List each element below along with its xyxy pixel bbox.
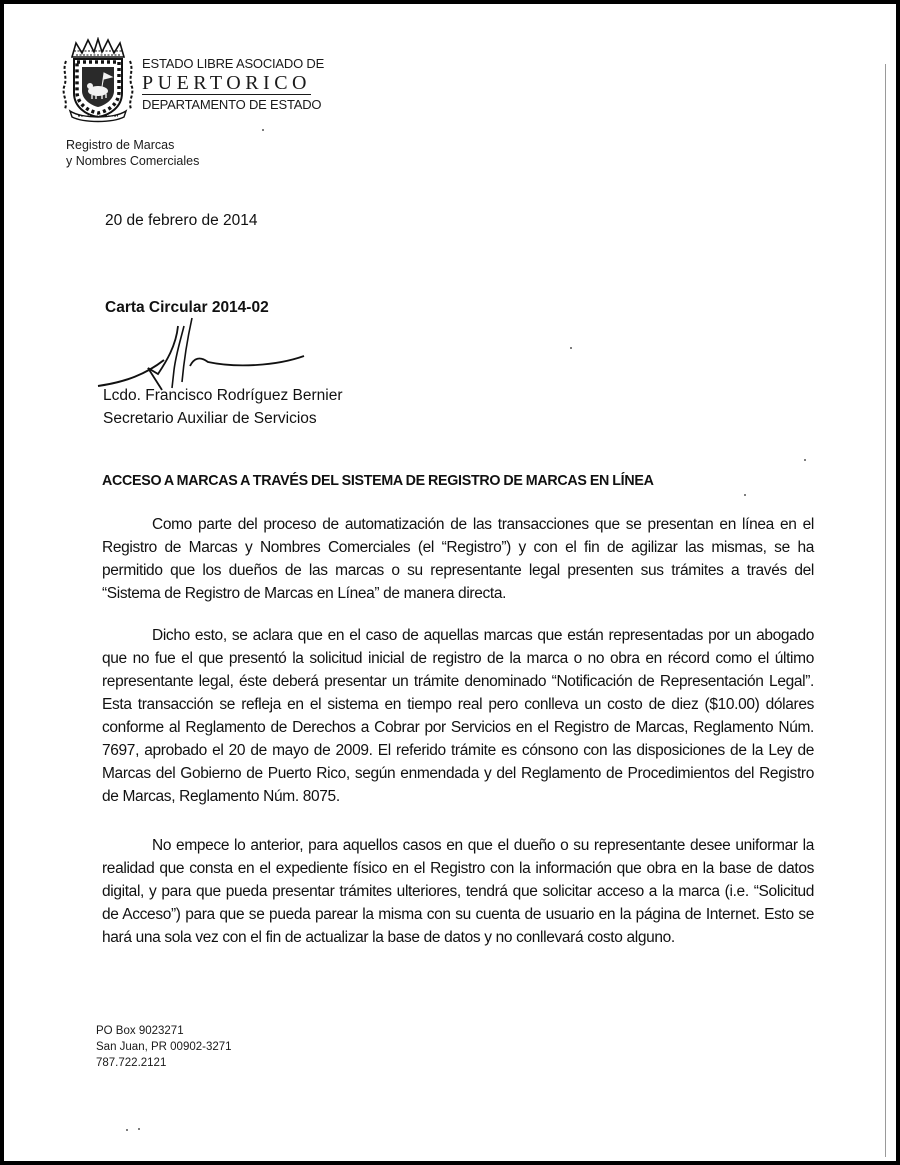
office-line-2: y Nombres Comerciales xyxy=(66,153,200,168)
letterhead-title: PUERTORICO xyxy=(142,72,312,94)
letterhead-line-1: ESTADO LIBRE ASOCIADO DE xyxy=(142,56,325,71)
signer-block xyxy=(103,384,343,430)
footer-phone: 787.722.2121 xyxy=(96,1057,167,1069)
scan-speck xyxy=(126,1129,128,1131)
scan-speck xyxy=(804,459,806,461)
scan-speck xyxy=(744,494,746,496)
scan-speck xyxy=(138,1128,140,1130)
scan-edge-line xyxy=(885,64,886,1157)
office-line-1: Registro de Marcas xyxy=(66,138,175,152)
paragraph-2: Dicho esto, se aclara que en el caso de aquellas marcas que están representadas por un abogado que no fue el que presentó la solicitud inicial de registro de la marca o no obra en récord como el último representante legal, éste deberá presentar un trámite denominado “Notificación de Representación Legal”. Esta transacción se refleja en el sistema en tiempo real pero conlleva un costo de diez ($10.00) dólares conforme al Reglamento de Derechos a Cobrar por Servicios en el Registro de Marcas, Reglamento Núm. 7697, aprobado el 20 de mayo de 2009. El referido trámite es cónsono con las disposiciones de la Ley de Marcas del Gobierno de Puerto Rico, según enmendada y del Reglamento de Procedimientos del Registro de Marcas, Reglamento Núm. 8075. xyxy=(102,627,814,805)
circular-title: Carta Circular 2014-02 xyxy=(105,299,269,316)
scan-speck xyxy=(262,129,264,131)
footer-contact xyxy=(96,1023,232,1071)
office-name xyxy=(66,138,199,169)
signer-title: Secretario Auxiliar de Servicios xyxy=(103,410,317,427)
footer-address-2: San Juan, PR 00902-3271 xyxy=(96,1041,232,1053)
subject-heading: ACCESO A MARCAS A TRAVÉS DEL SISTEMA DE REGISTRO DE MARCAS EN LÍNEA xyxy=(102,472,654,489)
letterhead xyxy=(142,56,324,113)
paragraph-1: Como parte del proceso de automatización de las transacciones que se presentan en línea en el Registro de Marcas y Nombres Comerciales (el “Registro”) y con el fin de agilizar las mismas, se ha permitido que los dueños de las marcas o su representante legal presenten sus trámites a través del “Sistema de Registro de Marcas en Línea” de manera directa. xyxy=(102,516,814,602)
scan-speck xyxy=(570,347,572,349)
letterhead-department: DEPARTAMENTO DE ESTADO xyxy=(142,97,322,112)
footer-address-1: PO Box 9023271 xyxy=(96,1025,184,1037)
letter-date: 20 de febrero de 2014 xyxy=(105,212,258,229)
coat-of-arms-icon xyxy=(62,37,134,123)
paragraph-3: No empece lo anterior, para aquellos casos en que el dueño o su representante desee uniformar la realidad que consta en el expediente físico en el Registro con la información que obra en la base de datos digital, y para que pueda presentar trámites ulteriores, tendrá que solicitar acceso a la marca (i.e. “Solicitud de Acceso”) para que se pueda parear la misma con su cuenta de usuario en la página de Internet. Esto se hará una sola vez con el fin de actualizar la base de datos y no conllevará costo alguno. xyxy=(102,837,814,946)
signer-name: Lcdo. Francisco Rodríguez Bernier xyxy=(103,387,343,404)
